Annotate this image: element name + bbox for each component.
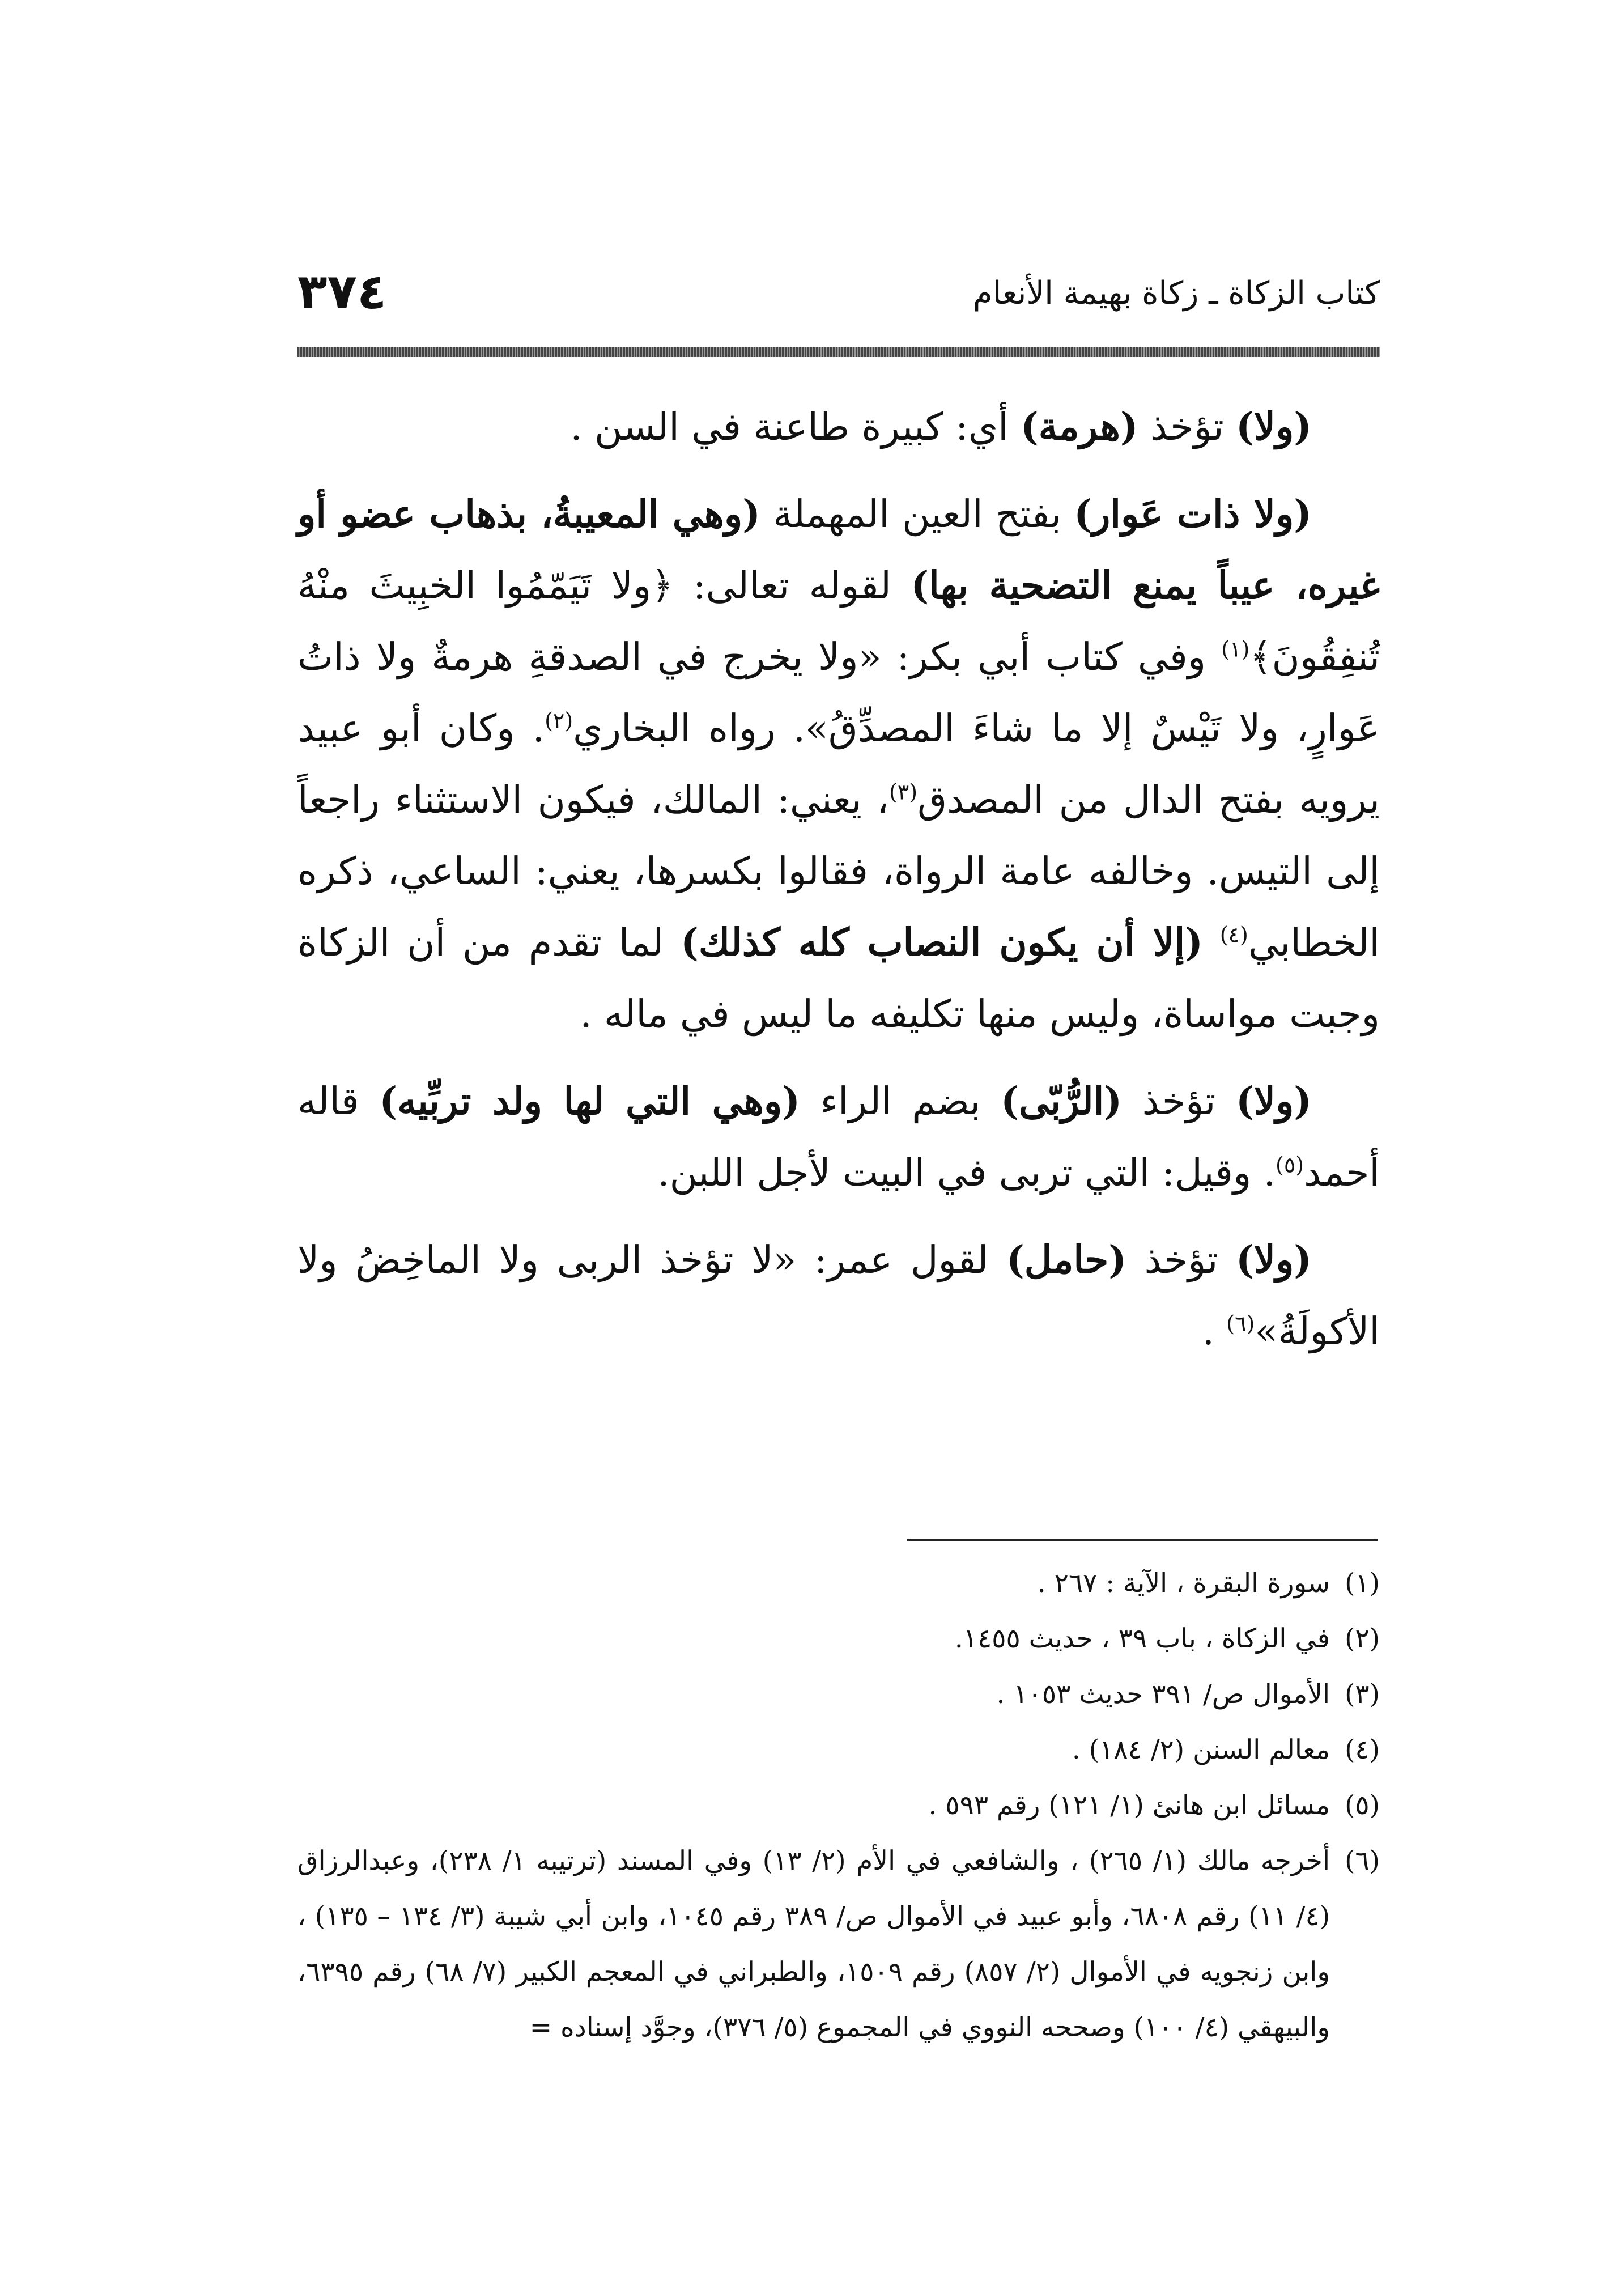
footnote-ref[interactable]: (٦) [1226,1311,1255,1336]
footnote-ref[interactable]: (٥) [1275,1152,1304,1178]
text: قاله أحمد [297,1079,1380,1195]
footnote-item [297,1833,1380,2056]
bold-text: (وهي المعيبةُ، بذهاب عضو أو غيره، عيباً يمنع التضحية بها) [297,491,1380,608]
bold-text: (هرمة) [1021,404,1138,449]
footnote-separator [907,1539,1378,1541]
footnote-item [297,1556,1380,1611]
paragraph-hamil [297,1224,1380,1367]
paragraph-dhat-awar [297,478,1380,1050]
footnote-item [297,1778,1380,1833]
footnote-number: (٢) [1345,1623,1380,1654]
footnote-ref[interactable]: (٢) [545,708,573,733]
footnote-ref[interactable]: (٤) [1219,922,1248,948]
header-rule [297,347,1380,357]
bold-text: (ولا) [1236,404,1312,449]
footnote-ref[interactable]: (١) [1221,636,1250,662]
running-title: كتاب الزكاة ـ زكاة بهيمة الأنعام [973,275,1380,312]
page-number: ٣٧٤ [297,264,387,320]
text: ، يعني: المالك، فيكون الاستثناء راجعاً إلى التيس. وخالفه عامة الرواة، فقالوا بكسرها، يعني: الساعي، ذكره الخطابي [297,778,1380,965]
bold-text: (ولا ذات عَوار) [1074,491,1312,536]
footnote-item [297,1722,1380,1778]
footnotes [297,1556,1380,2056]
bold-text: (حامل) [1006,1237,1126,1282]
bold-text: (الرُّبّى) [1001,1078,1123,1123]
bold-text: (ولا) [1236,1237,1312,1282]
bold-text: (وهي التي لها ولد تربِّيه) [379,1078,800,1123]
footnote-number: (٥) [1345,1790,1380,1821]
footnote-text: أخرجه مالك (١/ ٢٦٥) ، والشافعي في الأم (٢/ ١٣) وفي المسند (ترتيبه ١/ ٢٣٨)، وعبدالرزاق (٤/ ١١) رقم ٦٨٠٨، وأبو عبيد في الأموال ص/ ٣٨٩ رقم ١٠٤٥، وابن أبي شيبة (٣/ ١٣٤ – ١٣٥) ، وابن زنجويه في الأموال (٢/ ٨٥٧) رقم ١٥٠٩، والطبراني في المعجم الكبير (٧/ ٦٨) رقم ٦٣٩٥، والبيهقي (٤/ ١٠٠) وصححه النووي في المجموع (٥/ ٣٧٦)، وجوَّد إسناده = [297,1845,1330,2043]
footnote-number: (١) [1345,1568,1380,1599]
text: لقول عمر: «لا تؤخذ الربى ولا الماخِضُ ولا الأكولَةُ» [297,1238,1380,1353]
footnote-text: الأموال ص/ ٣٩١ حديث ١٠٥٣ . [996,1679,1330,1710]
paragraph-haramah [297,391,1380,462]
text: تؤخذ [1138,405,1236,449]
text: بفتح العين المهملة [760,492,1074,536]
text: أي: كبيرة طاعنة في السن . [570,405,1021,449]
footnote-item [297,1667,1380,1722]
text: تؤخذ [1126,1238,1236,1282]
footnote-text: مسائل ابن هانئ (١/ ١٢١) رقم ٥٩٣ . [928,1790,1330,1821]
paragraph-rubba [297,1065,1380,1208]
footnote-ref[interactable]: (٣) [889,779,918,805]
hadith-quote: وفي كتاب أبي بكر: «ولا يخرج في الصدقةِ هرمةٌ ولا ذاتُ عَوارٍ، ولا تَيْسٌ إلا ما شاءَ المصدِّقُ». رواه البخاري [297,635,1380,750]
footnote-number: (٦) [1345,1845,1380,1876]
footnote-item [297,1611,1380,1667]
text: بضم الراء [800,1079,1001,1123]
footnote-number: (٣) [1345,1679,1380,1710]
main-text [297,391,1380,1383]
footnote-text: سورة البقرة ، الآية : ٢٦٧ . [1037,1568,1330,1599]
page-header [297,252,1380,337]
text: لما تقدم من أن الزكاة وجبت مواساة، وليس منها تكليفه ما ليس في ماله . [297,920,1380,1036]
text: . وكان أبو عبيد يرويه بفتح الدال من المصدق [297,706,1380,822]
footnote-number: (٤) [1345,1734,1380,1765]
bold-text: (ولا) [1236,1078,1312,1123]
footnote-text: معالم السنن (٢/ ١٨٤) . [1072,1734,1330,1765]
text: . [1202,1309,1227,1353]
text: . وقيل: التي تربى في البيت لأجل اللبن. [657,1150,1276,1195]
quran-quote: لقوله تعالى: ﴿ولا تَيَمّمُوا الخبِيثَ منْهُ تُنفِقُونَ﴾ [297,563,1380,679]
bold-text: (إلا أن يكون النصاب كله كذلك) [681,920,1203,965]
text: تؤخذ [1122,1079,1236,1123]
footnote-text: في الزكاة ، باب ٣٩ ، حديث ١٤٥٥. [954,1623,1330,1654]
